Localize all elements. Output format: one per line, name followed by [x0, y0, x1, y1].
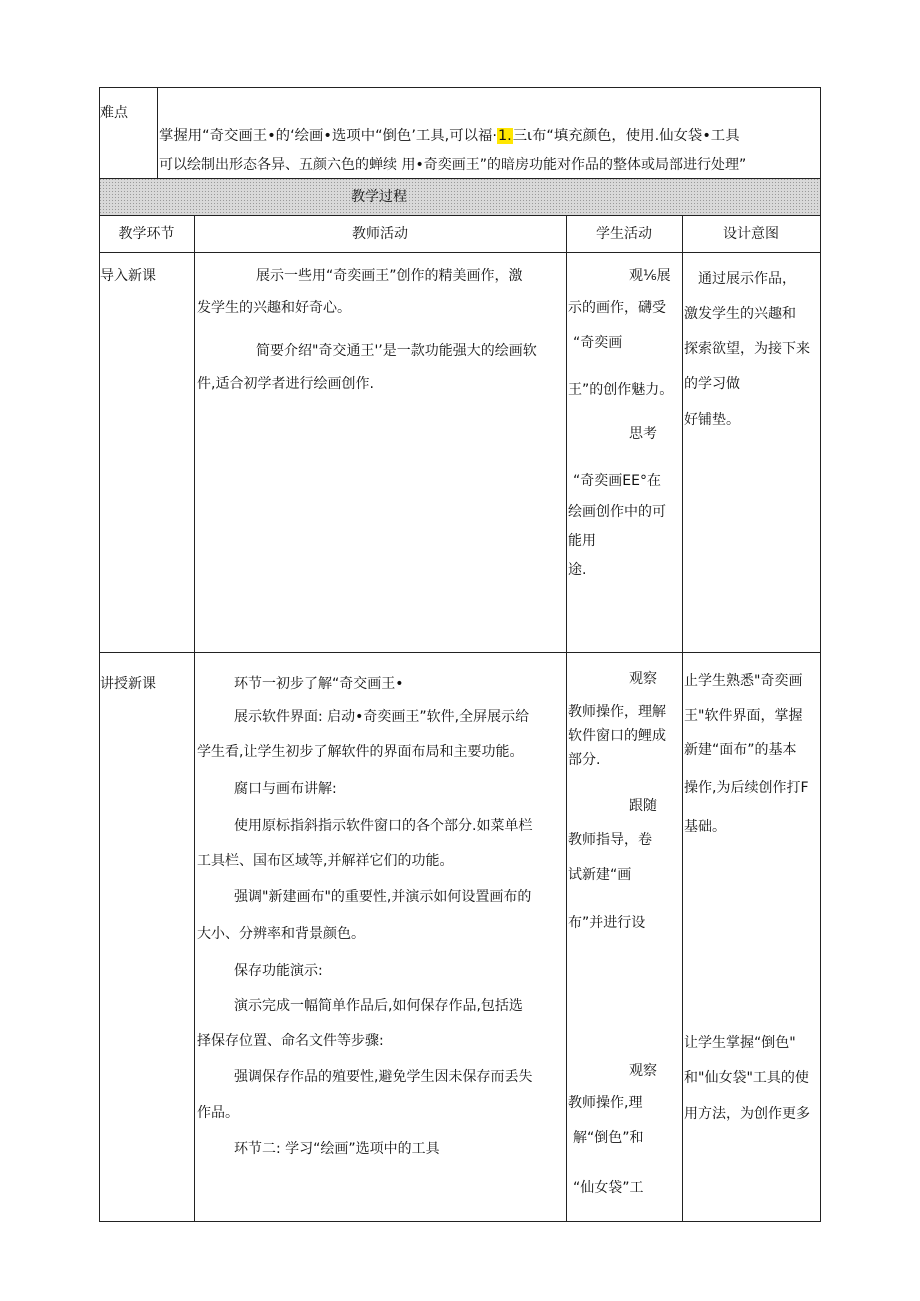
difficulty-label: 难点	[100, 105, 128, 121]
row-divider	[99, 215, 821, 216]
lecture-student-line: 跟随	[629, 798, 657, 814]
lecture-teacher-line: 强调"新建画布"的重要性,并演示如何设置画布的	[234, 889, 532, 905]
table-border-left	[99, 87, 100, 1222]
lecture-student-line: 观察	[629, 671, 657, 687]
lecture-intent-line: 王"软件界面，掌握	[684, 708, 803, 724]
lecture-teacher-line: 环节二: 学习“绘画”选项中的工具	[234, 1141, 440, 1157]
lecture-student-line: “仙女袋”工	[573, 1180, 644, 1196]
intro-intent-line: 通过展示作品，	[698, 271, 796, 287]
intro-student-line: 观⅙展	[629, 268, 671, 284]
table-border-bottom	[99, 1221, 821, 1222]
lecture-teacher-line: 演示完成一幅简单作品后,如何保存作品,包括选	[234, 998, 523, 1014]
column-divider	[194, 215, 195, 1222]
lecture-student-line: 教师操作，理解	[568, 704, 666, 720]
lecture-intent-line: 操作,为后续创作打F	[684, 780, 809, 796]
row-divider	[99, 252, 821, 253]
table-border-top	[99, 87, 821, 88]
lecture-student-line: 教师指导，卷	[568, 832, 652, 848]
lecture-intent-line: 新建“面布”的基本	[684, 742, 797, 758]
column-divider	[682, 215, 683, 1222]
lecture-teacher-line: 保存功能演示:	[234, 963, 323, 979]
highlight-mark: 1.	[498, 128, 512, 144]
header-student-activity: 学生活动	[596, 226, 652, 242]
intro-teacher-line: 发学生的兴趣和好奇心。	[197, 300, 351, 316]
lecture-intent-line: 让学生掌握“倒色"	[684, 1035, 796, 1051]
difficulty-text-line2: 可以绘制出形态各异、五颜六色的蝉续 用•奇奕画王”的暗房功能对作品的整体或局部进行处理”	[159, 157, 747, 173]
process-title: 教学过程	[351, 189, 407, 205]
lecture-student-line: 试新建“画	[568, 867, 632, 883]
intro-student-line: 王”的创作魅力。	[568, 382, 674, 398]
intro-student-line: 能用	[568, 533, 596, 549]
lecture-teacher-line: 强调保存作品的殖要性,避免学生因未保存而丢失	[234, 1069, 533, 1085]
intro-intent-line: 的学习做	[684, 376, 740, 392]
lecture-teacher-line: 腐口与画布讲解:	[234, 781, 337, 797]
lecture-student-line: 软件窗口的鲤成	[568, 728, 666, 744]
row-divider	[99, 178, 821, 179]
lecture-teacher-line: 大小、分辨率和背景颜色。	[197, 926, 365, 942]
difficulty-text-line1: 掌握用“奇交画王•的‘绘画•选项中“倒色’工具,可以福·1.三ι布“填充颜色，使用.仙女袋•工具	[159, 128, 740, 144]
lecture-intent-line: 和"仙女袋"工具的使	[684, 1070, 809, 1086]
intro-intent-line: 探索欲望，为接下来	[684, 341, 810, 357]
lesson-plan-table	[99, 87, 821, 1222]
lecture-teacher-line: 使用原标指斜指示软件窗口的各个部分.如菜单栏	[234, 818, 533, 834]
stage-lecture: 讲授新课	[100, 676, 156, 692]
lecture-teacher-line: 工具栏、国布区域等,并解祥它们的功能。	[197, 853, 454, 869]
lecture-teacher-line: 学生看,让学生初步了解软件的界面布局和主要功能。	[197, 744, 524, 760]
lecture-teacher-line: 展示软件界面: 启动•奇奕画王”软件,全屏展示给	[234, 709, 530, 725]
intro-teacher-line: 展示一些用“奇奕画王”创作的精美画作，激	[256, 268, 523, 284]
lecture-intent-line: 止学生熟悉"奇奕画	[684, 673, 803, 689]
lecture-teacher-line: 作品。	[197, 1105, 239, 1121]
lecture-intent-line: 用方法，为创作更多	[684, 1106, 810, 1122]
intro-teacher-line: 件,适合初学者进行绘画创作.	[197, 376, 374, 392]
intro-student-line: 思考	[629, 426, 657, 442]
header-design-intent: 设计意图	[723, 226, 779, 242]
column-divider	[566, 215, 567, 1222]
intro-intent-line: 好铺垫。	[684, 412, 740, 428]
intro-teacher-line: 简要介绍"奇交通王'’是一款功能强大的绘画软	[256, 343, 537, 359]
intro-student-line: “奇奕画	[573, 335, 623, 351]
lecture-student-line: 解“倒色”和	[573, 1130, 644, 1146]
header-teacher-activity: 教师活动	[352, 226, 408, 242]
intro-intent-line: 激发学生的兴趣和	[684, 306, 796, 322]
intro-student-line: 途.	[568, 562, 587, 578]
intro-student-line: “奇奕画EE°在	[573, 473, 661, 489]
column-divider	[157, 87, 158, 178]
lecture-student-line: 观察	[629, 1063, 657, 1079]
intro-student-line: 示的画作，礴受	[568, 300, 666, 316]
row-divider	[99, 652, 821, 653]
lecture-student-line: 布”并进行设	[568, 915, 646, 931]
lecture-teacher-line: 择保存位置、命名文件等步骤:	[197, 1033, 384, 1049]
lecture-teacher-line: 环节一初步了解“奇交画王•	[234, 676, 404, 692]
lecture-intent-line: 基础。	[684, 819, 726, 835]
stage-intro: 导入新课	[100, 268, 156, 284]
lecture-student-line: 部分.	[568, 752, 601, 768]
lecture-student-line: 教师操作,理	[568, 1095, 643, 1111]
table-border-right	[820, 87, 821, 1222]
header-stage: 教学环节	[118, 226, 175, 242]
intro-student-line: 绘画创作中的可	[568, 504, 666, 520]
